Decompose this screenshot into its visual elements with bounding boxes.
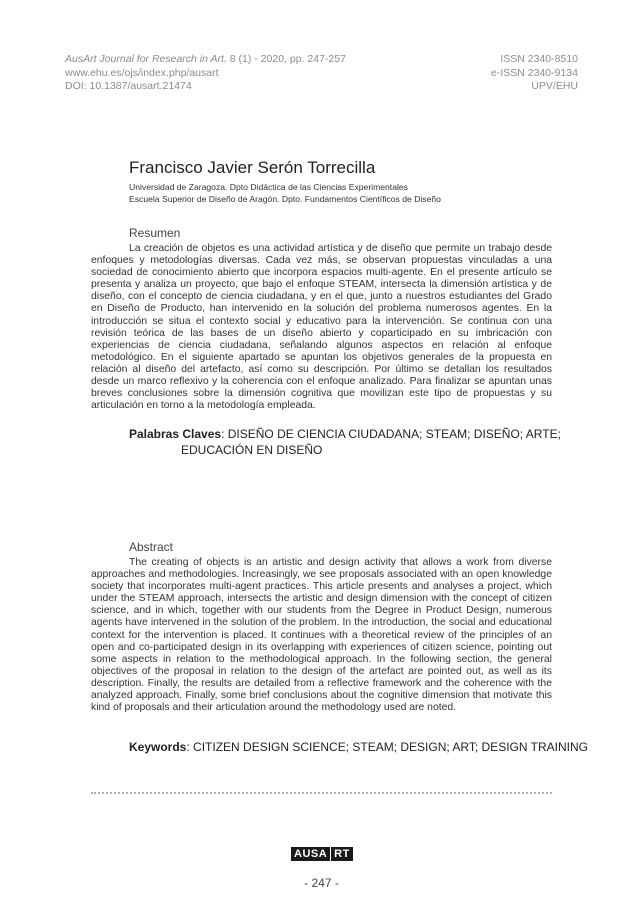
journal-issue: 8 (1) - 2020, pp. 247-257 bbox=[226, 53, 346, 65]
journal-title: AusArt Journal for Research in Art. bbox=[65, 53, 227, 65]
issn: ISSN 2340-8510 bbox=[500, 53, 578, 65]
abstract-heading: Abstract bbox=[129, 540, 174, 554]
journal-url: www.ehu.es/ojs/index.php/ausart bbox=[65, 66, 219, 79]
logo-text: AUSA bbox=[291, 847, 330, 861]
resumen-text: La creación de objetos es una actividad artística y de diseño que permite un trabajo desde enfoques y metodologías diversas. Cada vez más, se observan propuestas vinculadas a una sociedad de conocimiento abierto que incorpora espacios multi-agente. En el presente artículo se presenta y analiza un proyecto, que bajo el enfoque STEAM, intersecta la dimensión artística y de diseño, con el concepto de ciencia ciudadana, y en el que, junto a nuestros estudiantes del Grado en Diseño de Producto, han intervenido en la solución del problema numerosos agentes. En la introducción se situa el contexto social y educativo para la intervención. Se continua con una revisión teórica de las bases de un diseño abierto y coparticipado en su imbricación con experiencias de ciencia ciudadana, señalando algunos aspectos en relación al enfoque metodológico. En el siguiente apartado se apuntan los objetivos generales de la propuesta en relación al diseño del artefacto, así como su descripción. Por último se detallan los resultados desde un marco reflexivo y la coherencia con el enfoque analizado. Para finalizar se apuntan unas breves conclusiones sobre la dimensión cognitiva que movilizan este tipo de propuestas y su articulación en torno a la metodología empleada. bbox=[91, 243, 552, 412]
journal-header bbox=[65, 53, 346, 94]
keywords-list: : CITIZEN DESIGN SCIENCE; STEAM; DESIGN; ART; DESIGN TRAINING bbox=[186, 740, 588, 754]
dotted-divider bbox=[91, 792, 552, 794]
ausart-logo bbox=[291, 847, 353, 861]
journal-citation bbox=[65, 53, 346, 67]
keywords-label: Keywords bbox=[129, 740, 187, 754]
author-block bbox=[129, 158, 441, 205]
abstract-text: The creating of objects is an artistic and design activity that allows a work from diverse approaches and methodologies. Increasingly, we see proposals associated with an open knowledge society that incorporates multi-agent practices. This article presents and analyses a project, which under the STEAM approach, intersects the artistic and design dimension with the concept of citizen science, and in which, together with our students from the Degree in Product Design, numerous agents have intervened in the solution of the problem. In the introduction, the social and educational context for the intervention is placed. It continues with a theoretical review of the principles of an open and co-participated design in its overlapping with experiences of citizen science, pointing out some aspects in relation to the methodological approach. In the following section, the general objectives of the proposal in relation to the design of the artefact are pointed out, as well as its description. Finally, the results are detailed from a reflective framework and the coherence with the analyzed approach. Finally, some brief conclusions about the cognitive dimension that motivate this kind of proposals and their articulation around the methodology used are noted. bbox=[91, 557, 552, 714]
eissn: e-ISSN 2340-9134 bbox=[491, 66, 578, 79]
issn-header bbox=[491, 53, 578, 94]
keywords-list: : DISEÑO DE CIENCIA CIUDADANA; STEAM; DISEÑO; ARTE; EDUCACIÓN EN DISEÑO bbox=[181, 427, 561, 457]
abstract-keywords bbox=[129, 740, 601, 756]
logo-text: RT bbox=[331, 847, 353, 861]
author-name: Francisco Javier Serón Torrecilla bbox=[129, 158, 376, 177]
article-doi: DOI: 10.1387/ausart.21474 bbox=[65, 80, 192, 92]
publisher: UPV/EHU bbox=[531, 80, 578, 92]
page-number: - 247 - bbox=[304, 876, 339, 890]
author-affiliation: Universidad de Zaragoza. Dpto Didáctica de las Ciencias Experimentales bbox=[129, 182, 408, 192]
keywords-label: Palabras Claves bbox=[129, 427, 222, 441]
resumen-keywords bbox=[129, 427, 601, 458]
author-affiliation: Escuela Superior de Diseño de Aragón. Dpto. Fundamentos Científicos de Diseño bbox=[129, 194, 441, 204]
resumen-heading: Resumen bbox=[129, 226, 181, 240]
